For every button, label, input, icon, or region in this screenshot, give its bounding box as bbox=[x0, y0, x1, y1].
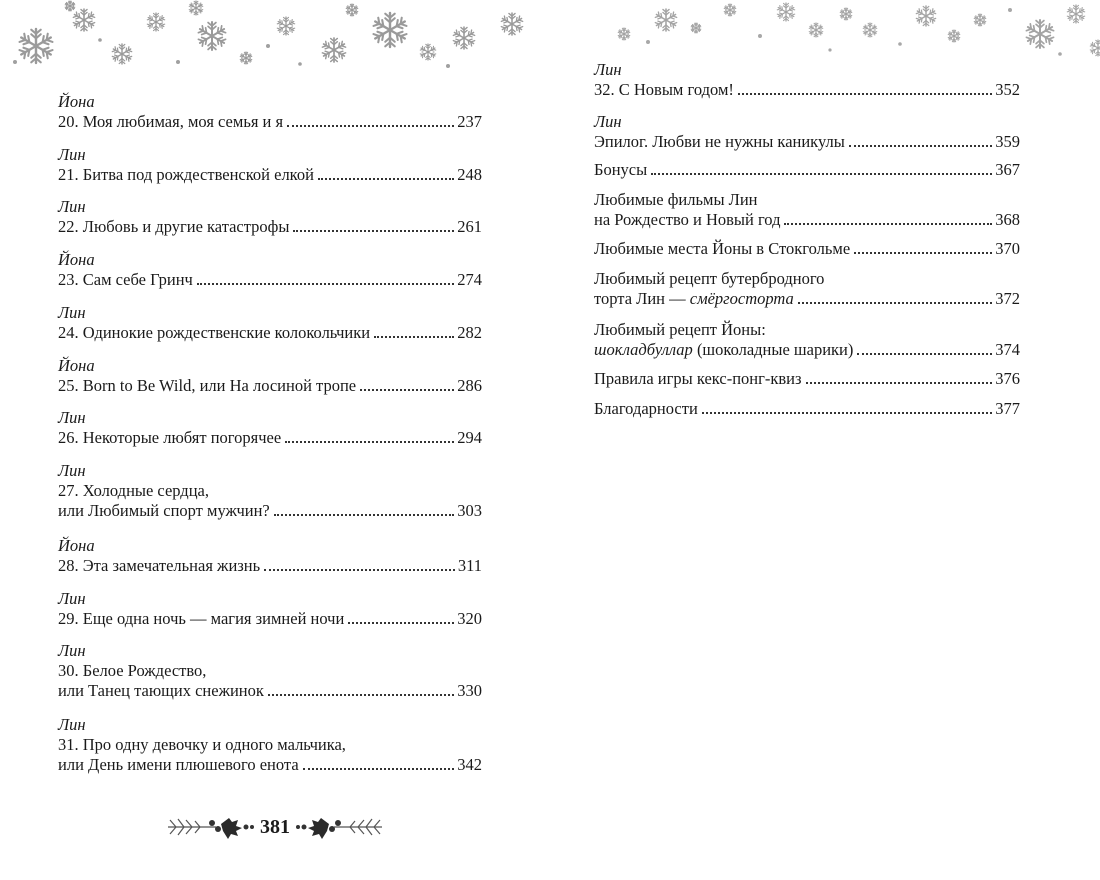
snowflake-icon bbox=[974, 14, 986, 26]
toc-entry-title bbox=[58, 501, 270, 521]
toc-page-number: 352 bbox=[995, 80, 1020, 99]
toc-entry-line bbox=[594, 269, 1020, 289]
toc-entry bbox=[58, 715, 482, 775]
toc-entry bbox=[594, 112, 1020, 152]
snowflake-icon bbox=[420, 44, 436, 60]
toc-entry-line bbox=[594, 289, 1020, 309]
toc-entry-title bbox=[58, 556, 260, 576]
snowflake-icon bbox=[189, 1, 203, 15]
toc-page-number: 374 bbox=[995, 340, 1020, 359]
snowflake-icon bbox=[277, 17, 295, 35]
snowflake-icon bbox=[453, 27, 475, 49]
page-footer bbox=[160, 805, 390, 849]
toc-entry-title bbox=[594, 160, 647, 180]
snowflake-icon bbox=[724, 4, 736, 16]
toc-page-number: 376 bbox=[995, 369, 1020, 388]
toc-title-text: 20. Моя любимая, моя семья и я bbox=[58, 112, 284, 131]
snowflake-icon bbox=[19, 29, 53, 63]
toc-narrator-label: Йона bbox=[58, 250, 95, 269]
toc-entry bbox=[594, 190, 1020, 230]
snowflake-icon bbox=[809, 23, 823, 37]
toc-entry bbox=[58, 303, 482, 343]
toc-narrator-label: Йона bbox=[58, 356, 95, 375]
toc-title-text: Любимый рецепт Йоны: bbox=[594, 320, 766, 339]
toc-page-number: 320 bbox=[457, 609, 482, 628]
snowflake-icon bbox=[655, 9, 677, 31]
toc-entry-line bbox=[594, 190, 1020, 210]
snowflake-icon bbox=[840, 8, 852, 20]
snow-dot-icon bbox=[828, 48, 831, 51]
snowflake-icon bbox=[65, 1, 75, 11]
snowflake-icon bbox=[916, 6, 936, 26]
snow-dot-icon bbox=[98, 38, 102, 42]
dot-leader bbox=[798, 302, 992, 304]
toc-entry-line bbox=[58, 661, 482, 681]
toc-title-text: Любимые места Йоны в Стокгольме bbox=[594, 239, 851, 258]
toc-entry-line bbox=[58, 323, 482, 343]
toc-entry-title bbox=[594, 239, 850, 259]
toc-narrator-label: Лин bbox=[58, 408, 86, 427]
toc-entry-line bbox=[58, 270, 482, 290]
dot-leader bbox=[285, 441, 454, 443]
snowflake-icon bbox=[1090, 40, 1100, 56]
dot-leader bbox=[287, 125, 454, 127]
toc-title-text: 24. Одинокие рождественские колокольчики bbox=[58, 323, 371, 342]
toc-title-text: Любимые фильмы Лин bbox=[594, 190, 758, 209]
toc-page-number: 294 bbox=[457, 428, 482, 447]
toc-entry bbox=[594, 60, 1020, 100]
toc-narrator-label: Лин bbox=[58, 715, 86, 734]
snowflake-icon bbox=[322, 38, 346, 62]
toc-entry-line bbox=[58, 681, 482, 701]
snowflake-icon bbox=[147, 13, 165, 31]
toc-entry-title bbox=[58, 681, 264, 701]
toc-entry bbox=[58, 92, 482, 132]
toc-entry-line bbox=[58, 501, 482, 521]
toc-title-text: 27. Холодные сердца, bbox=[58, 481, 209, 500]
dot-leader bbox=[854, 252, 992, 254]
toc-page-number: 286 bbox=[457, 376, 482, 395]
toc-entry-title bbox=[58, 755, 299, 775]
toc-title-text: 23. Сам себе Гринч bbox=[58, 270, 193, 289]
toc-entry bbox=[58, 250, 482, 290]
toc-page-number: 282 bbox=[457, 323, 482, 342]
toc-entry-title bbox=[594, 132, 845, 152]
toc-narrator-label: Лин bbox=[58, 197, 86, 216]
toc-entry bbox=[58, 641, 482, 701]
toc-entry-title bbox=[594, 269, 824, 289]
dot-leader bbox=[293, 230, 454, 232]
toc-narrator-label: Лин bbox=[58, 145, 86, 164]
dot-leader bbox=[360, 389, 454, 391]
toc-entry-line bbox=[594, 80, 1020, 100]
toc-entry bbox=[58, 408, 482, 448]
toc-entry-line bbox=[594, 320, 1020, 340]
toc-title-text: или День имени плюшевого енота bbox=[58, 755, 299, 774]
snowflake-icon bbox=[948, 30, 960, 42]
dot-leader bbox=[268, 694, 454, 696]
toc-entry-line bbox=[58, 481, 482, 501]
toc-entry-title bbox=[594, 210, 780, 230]
toc-entry-line bbox=[594, 160, 1020, 180]
dot-leader bbox=[784, 223, 992, 225]
toc-entry-title bbox=[594, 80, 734, 100]
snowflake-icon bbox=[373, 13, 407, 47]
snow-dot-icon bbox=[13, 60, 17, 64]
toc-title-italic: смёргосторта bbox=[689, 289, 794, 308]
snow-dot-icon bbox=[176, 60, 180, 64]
toc-entry bbox=[58, 145, 482, 185]
toc-narrator-label: Лин bbox=[594, 60, 622, 79]
dot-leader bbox=[348, 622, 454, 624]
snow-dot-icon bbox=[266, 44, 270, 48]
toc-page-number: 237 bbox=[457, 112, 482, 131]
toc-entry-title bbox=[594, 320, 766, 340]
dot-leader bbox=[806, 382, 993, 384]
toc-title-text: Любимый рецепт бутербродного bbox=[594, 269, 825, 288]
toc-entry bbox=[594, 239, 1020, 259]
toc-entry-line bbox=[594, 369, 1020, 389]
toc-page-number: 377 bbox=[995, 399, 1020, 418]
snow-dot-icon bbox=[1008, 8, 1012, 12]
toc-entry-line bbox=[594, 132, 1020, 152]
snowflake-icon bbox=[1026, 20, 1054, 48]
toc-entry-title bbox=[594, 289, 794, 309]
toc-entry-line bbox=[58, 755, 482, 775]
snow-dot-icon bbox=[898, 42, 902, 46]
toc-title-text: 25. Born to Be Wild, или На лосиной тропе bbox=[58, 376, 357, 395]
toc-entry-line bbox=[58, 735, 482, 755]
toc-title-text: на Рождество и Новый год bbox=[594, 210, 781, 229]
toc-entry-line bbox=[58, 165, 482, 185]
toc-title-text: 21. Битва под рождественской елкой bbox=[58, 165, 314, 184]
toc-narrator-label: Лин bbox=[594, 112, 622, 131]
dot-leader bbox=[702, 412, 992, 414]
snow-dot-icon bbox=[1058, 52, 1062, 56]
dot-leader bbox=[303, 768, 455, 770]
toc-entry-title bbox=[58, 735, 346, 755]
toc-entry bbox=[594, 160, 1020, 180]
toc-page-number: 248 bbox=[457, 165, 482, 184]
toc-entry-title bbox=[594, 190, 758, 210]
toc-title-text: 26. Некоторые любят погорячее bbox=[58, 428, 282, 447]
toc-entry-title bbox=[58, 661, 206, 681]
toc-entry bbox=[58, 536, 482, 576]
toc-narrator-label: Йона bbox=[58, 92, 95, 111]
snowflake-icon bbox=[198, 22, 226, 50]
toc-title-text: 28. Эта замечательная жизнь bbox=[58, 556, 261, 575]
toc-narrator-label: Йона bbox=[58, 536, 95, 555]
toc-narrator-label: Лин bbox=[58, 641, 86, 660]
snowflake-border-left bbox=[0, 0, 540, 75]
toc-page-number: 370 bbox=[995, 239, 1020, 258]
toc-entry-title bbox=[58, 609, 344, 629]
snowflake-icon bbox=[1067, 5, 1085, 23]
toc-page-number: 367 bbox=[995, 160, 1020, 179]
dot-leader bbox=[651, 173, 992, 175]
toc-entry bbox=[58, 197, 482, 237]
toc-page-number: 372 bbox=[995, 289, 1020, 308]
toc-entry-title bbox=[594, 399, 698, 419]
snow-dot-icon bbox=[646, 40, 650, 44]
toc-entry-title bbox=[58, 376, 356, 396]
snowflake-icon bbox=[618, 28, 630, 40]
holly-ornament-left-icon bbox=[166, 812, 254, 842]
dot-leader bbox=[274, 514, 454, 516]
snowflake-icon bbox=[112, 44, 132, 64]
dot-leader bbox=[857, 353, 992, 355]
toc-entry-line bbox=[58, 217, 482, 237]
holly-ornament-right-icon bbox=[296, 812, 384, 842]
toc-entry-title bbox=[58, 165, 314, 185]
snowflake-icon bbox=[777, 3, 795, 21]
toc-title-text: (шоколадные шарики) bbox=[692, 340, 854, 359]
toc-title-text: Эпилог. Любви не нужны каникулы bbox=[594, 132, 845, 151]
dot-leader bbox=[374, 336, 454, 338]
toc-page-number: 359 bbox=[995, 132, 1020, 151]
toc-entry-line bbox=[58, 609, 482, 629]
toc-entry bbox=[594, 369, 1020, 389]
toc-title-text: или Танец тающих снежинок bbox=[58, 681, 264, 700]
toc-entry-title bbox=[594, 340, 853, 360]
snow-dot-icon bbox=[758, 34, 762, 38]
toc-title-text: или Любимый спорт мужчин? bbox=[58, 501, 270, 520]
toc-entry-title bbox=[58, 481, 209, 501]
toc-entry bbox=[58, 356, 482, 396]
toc-entry-title bbox=[594, 369, 802, 389]
toc-entry-title bbox=[58, 270, 193, 290]
toc-page-number: 303 bbox=[457, 501, 482, 520]
toc-entry-line bbox=[594, 340, 1020, 360]
toc-entry bbox=[594, 399, 1020, 419]
dot-leader bbox=[318, 178, 454, 180]
dot-leader bbox=[738, 93, 992, 95]
page-number: 381 bbox=[260, 815, 290, 838]
toc-title-text: 31. Про одну девочку и одного мальчика, bbox=[58, 735, 346, 754]
dot-leader bbox=[197, 283, 454, 285]
toc-entry bbox=[594, 320, 1020, 360]
toc-entry-title bbox=[58, 217, 289, 237]
toc-title-text: 32. С Новым годом! bbox=[594, 80, 734, 99]
snowflake-icon bbox=[501, 13, 523, 35]
toc-entry-line bbox=[58, 112, 482, 132]
toc-page-number: 274 bbox=[457, 270, 482, 289]
toc-title-text: торта Лин — bbox=[594, 289, 690, 308]
toc-narrator-label: Лин bbox=[58, 461, 86, 480]
toc-entry-line bbox=[594, 239, 1020, 259]
toc-entry-line bbox=[594, 210, 1020, 230]
snowflake-icon bbox=[691, 23, 701, 33]
toc-title-text: 22. Любовь и другие катастрофы bbox=[58, 217, 290, 236]
snow-dot-icon bbox=[446, 64, 450, 68]
toc-entry-line bbox=[58, 556, 482, 576]
snowflake-icon bbox=[240, 52, 252, 64]
toc-title-text: Правила игры кекс-понг-квиз bbox=[594, 369, 802, 388]
toc-entry bbox=[58, 461, 482, 521]
toc-page-number: 311 bbox=[457, 556, 482, 575]
dot-leader bbox=[849, 145, 992, 147]
toc-entry-title bbox=[58, 428, 281, 448]
toc-entry-title bbox=[58, 112, 283, 132]
toc-page-number: 330 bbox=[457, 681, 482, 700]
toc-entry bbox=[594, 269, 1020, 309]
toc-title-text: 30. Белое Рождество, bbox=[58, 661, 207, 680]
snowflake-icon bbox=[863, 23, 877, 37]
toc-title-italic: шокладбуллар bbox=[594, 340, 693, 359]
snowflake-icon bbox=[73, 9, 95, 31]
toc-narrator-label: Лин bbox=[58, 303, 86, 322]
dot-leader bbox=[264, 569, 455, 571]
snowflake-icon bbox=[346, 4, 358, 16]
toc-entry-line bbox=[594, 399, 1020, 419]
toc-entry-line bbox=[58, 376, 482, 396]
toc-title-text: Благодарности bbox=[594, 399, 698, 418]
toc-entry bbox=[58, 589, 482, 629]
snow-dot-icon bbox=[298, 62, 302, 66]
toc-page-number: 261 bbox=[457, 217, 482, 236]
toc-title-text: Бонусы bbox=[594, 160, 648, 179]
toc-page-number: 368 bbox=[995, 210, 1020, 229]
toc-entry-title bbox=[58, 323, 370, 343]
toc-narrator-label: Лин bbox=[58, 589, 86, 608]
toc-title-text: 29. Еще одна ночь — магия зимней ночи bbox=[58, 609, 345, 628]
toc-entry-line bbox=[58, 428, 482, 448]
toc-page-number: 342 bbox=[457, 755, 482, 774]
